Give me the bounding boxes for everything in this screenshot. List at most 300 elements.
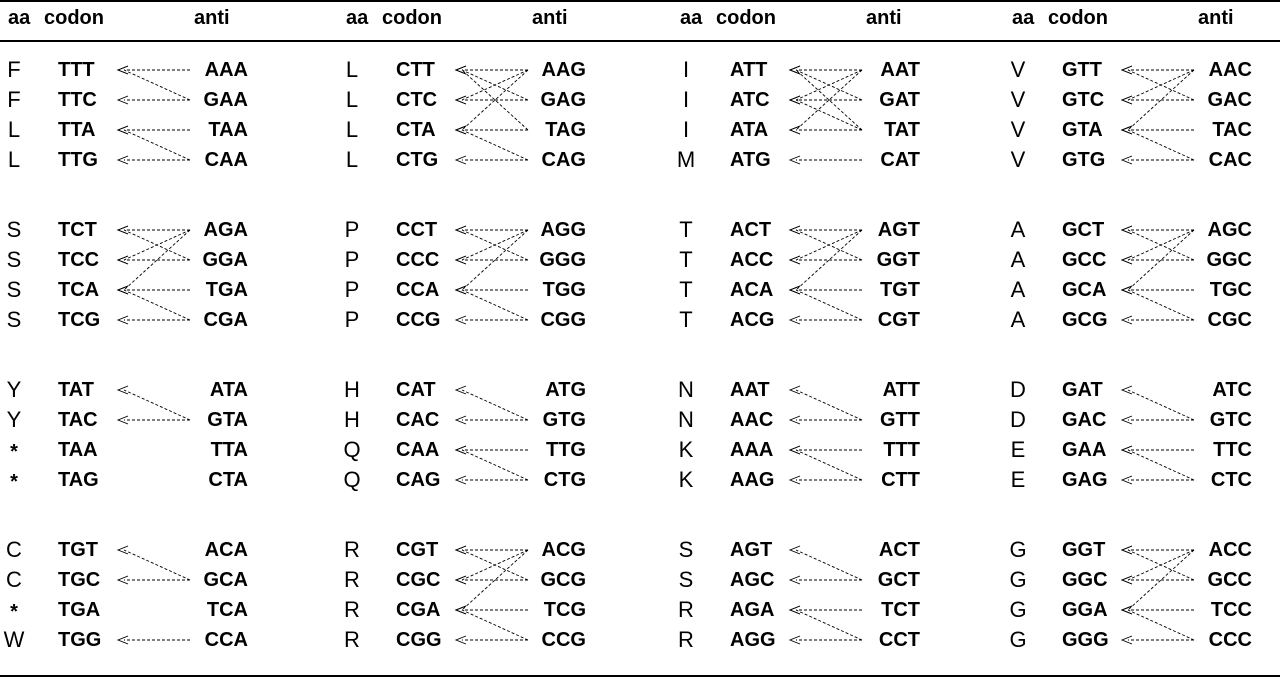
arrowhead xyxy=(790,286,800,294)
amino-acid-label: * xyxy=(10,601,18,623)
arrowhead xyxy=(456,446,466,454)
anticodon-label: GCC xyxy=(1207,569,1252,591)
amino-acid-label: L xyxy=(345,57,359,82)
amino-acid-label: V xyxy=(1010,57,1026,82)
arrowhead xyxy=(1122,476,1132,484)
anticodon-label: CAG xyxy=(541,149,586,171)
amino-acid-label: G xyxy=(1009,597,1027,622)
header-anti: anti xyxy=(532,7,568,29)
anticodon-label: TCT xyxy=(881,599,920,621)
amino-acid-label: I xyxy=(682,57,690,82)
anticodon-label: TGG xyxy=(542,279,586,301)
codon-label: GTT xyxy=(1062,59,1102,81)
amino-acid-label: T xyxy=(679,277,693,302)
amino-acid-label: N xyxy=(678,377,694,402)
anticodon-label: TTA xyxy=(210,439,248,461)
arrowhead xyxy=(118,66,128,74)
arrowhead xyxy=(1122,96,1132,104)
codon-label: ATT xyxy=(730,59,768,81)
arrowhead xyxy=(790,256,800,264)
arrowhead xyxy=(1122,546,1132,554)
arrowhead xyxy=(118,126,128,134)
amino-acid-label: C xyxy=(6,567,22,592)
arrowhead xyxy=(1122,386,1132,394)
amino-acid-label: A xyxy=(1010,277,1026,302)
arrowhead xyxy=(456,126,466,134)
arrowhead xyxy=(118,66,128,74)
arrowhead xyxy=(790,126,800,134)
codon-label: TGT xyxy=(58,539,98,561)
arrowhead xyxy=(118,256,128,264)
codon-label: CGG xyxy=(396,629,442,651)
anticodon-label: AAT xyxy=(880,59,920,81)
amino-acid-label: E xyxy=(1010,437,1026,462)
anticodon-label: ATA xyxy=(209,379,248,401)
arrowhead xyxy=(118,126,128,134)
codon-label: TGC xyxy=(58,569,101,591)
codon-label: GCA xyxy=(1062,279,1107,301)
codon-label: TAT xyxy=(58,379,94,401)
amino-acid-label: S xyxy=(6,307,22,332)
arrowhead xyxy=(790,636,800,644)
header-anti: anti xyxy=(866,7,902,29)
amino-acid-label: L xyxy=(345,147,359,172)
arrowhead xyxy=(118,226,128,234)
arrowhead xyxy=(1122,606,1132,614)
amino-acid-label: Q xyxy=(343,467,361,492)
arrowhead xyxy=(118,256,128,264)
anticodon-label: CTA xyxy=(208,469,248,491)
codon-label: TAA xyxy=(58,439,98,461)
amino-acid-label: S xyxy=(678,567,694,592)
arrowhead xyxy=(456,256,466,264)
codon-label: GGT xyxy=(1062,539,1106,561)
codon-label: CTA xyxy=(396,119,436,141)
arrowhead xyxy=(118,156,128,164)
arrowhead xyxy=(1122,126,1132,134)
amino-acid-label: S xyxy=(6,217,22,242)
codon-label: AAC xyxy=(730,409,774,431)
amino-acid-label: K xyxy=(678,467,694,492)
anticodon-label: AAC xyxy=(1208,59,1252,81)
arrowhead xyxy=(790,96,800,104)
arrowhead xyxy=(456,226,466,234)
anticodon-label: GTG xyxy=(542,409,586,431)
amino-acid-label: G xyxy=(1009,537,1027,562)
arrowhead xyxy=(790,316,800,324)
codon-label: TTA xyxy=(58,119,96,141)
codon-label: AAG xyxy=(730,469,775,491)
arrowhead xyxy=(456,126,466,134)
arrowhead xyxy=(1122,66,1132,74)
amino-acid-label: H xyxy=(344,377,360,402)
arrowhead xyxy=(1122,256,1132,264)
arrowhead xyxy=(1122,576,1132,584)
amino-acid-label: I xyxy=(682,117,690,142)
header-aa: aa xyxy=(1012,7,1035,29)
arrowhead xyxy=(456,126,466,134)
arrowhead xyxy=(790,156,800,164)
anticodon-label: TGC xyxy=(1209,279,1252,301)
arrowhead xyxy=(456,546,466,554)
codon-label: TCA xyxy=(58,279,100,301)
codon-label: GCC xyxy=(1062,249,1107,271)
anticodon-label: ATC xyxy=(1212,379,1252,401)
codon-label: GGG xyxy=(1062,629,1109,651)
anticodon-label: CAA xyxy=(204,149,248,171)
amino-acid-label: M xyxy=(676,147,696,172)
amino-acid-label: S xyxy=(6,277,22,302)
amino-acid-label: L xyxy=(7,117,21,142)
arrowhead xyxy=(456,606,466,614)
arrowhead xyxy=(456,256,466,264)
codon-label: GGA xyxy=(1062,599,1108,621)
codon-label: TAG xyxy=(58,469,99,491)
top-rule xyxy=(0,0,1280,2)
arrowhead xyxy=(118,286,128,294)
anticodon-label: GAC xyxy=(1207,89,1252,111)
arrowhead xyxy=(790,476,800,484)
arrowhead xyxy=(1122,286,1132,294)
anticodon-label: CTT xyxy=(881,469,920,491)
amino-acid-label: L xyxy=(345,87,359,112)
anticodon-label: GAT xyxy=(879,89,920,111)
header-anti: anti xyxy=(1198,7,1234,29)
anticodon-label: CAT xyxy=(880,149,920,171)
arrowhead xyxy=(790,286,800,294)
amino-acid-label: G xyxy=(1009,627,1027,652)
arrowhead xyxy=(790,226,800,234)
arrowhead xyxy=(1122,96,1132,104)
arrowhead xyxy=(456,66,466,74)
anticodon-label: CGG xyxy=(540,309,586,331)
arrowhead xyxy=(456,286,466,294)
header-aa: aa xyxy=(680,7,703,29)
codon-label: TGG xyxy=(58,629,102,651)
arrowhead xyxy=(1122,546,1132,554)
arrowhead xyxy=(456,606,466,614)
anticodon-label: ATT xyxy=(882,379,920,401)
amino-acid-label: Q xyxy=(343,437,361,462)
arrowhead xyxy=(790,446,800,454)
anticodon-label: TAC xyxy=(1212,119,1252,141)
arrowhead xyxy=(790,66,800,74)
arrowhead xyxy=(1122,446,1132,454)
amino-acid-label: R xyxy=(344,537,360,562)
arrowhead xyxy=(790,416,800,424)
anticodon-label: GCT xyxy=(877,569,920,591)
codon-label: GTC xyxy=(1062,89,1105,111)
codon-label: GCT xyxy=(1062,219,1105,241)
anticodon-label: GGT xyxy=(876,249,920,271)
codon-label: GAT xyxy=(1062,379,1103,401)
codon-label: CAA xyxy=(396,439,440,461)
anticodon-label: GGG xyxy=(539,249,586,271)
codon-label: TTG xyxy=(58,149,98,171)
arrowhead xyxy=(456,96,466,104)
arrowhead xyxy=(790,606,800,614)
anticodon-label: CGT xyxy=(877,309,920,331)
amino-acid-label: R xyxy=(678,597,694,622)
arrowhead xyxy=(790,96,800,104)
codon-label: CCG xyxy=(396,309,441,331)
arrowhead xyxy=(456,286,466,294)
amino-acid-label: R xyxy=(344,567,360,592)
anticodon-label: TTG xyxy=(546,439,586,461)
codon-label: AAA xyxy=(730,439,774,461)
arrowhead xyxy=(1122,126,1132,134)
codon-label: GTG xyxy=(1062,149,1106,171)
codon-label: TAC xyxy=(58,409,98,431)
codon-label: AGT xyxy=(730,539,773,561)
codon-label: AGC xyxy=(730,569,775,591)
amino-acid-label: V xyxy=(1010,87,1026,112)
codon-label: TGA xyxy=(58,599,101,621)
codon-label: TTT xyxy=(58,59,95,81)
anticodon-label: ATG xyxy=(545,379,586,401)
anticodon-label: TGA xyxy=(205,279,248,301)
arrowhead xyxy=(118,286,128,294)
anticodon-label: ACT xyxy=(878,539,920,561)
anticodon-label: AGG xyxy=(540,219,586,241)
arrowhead xyxy=(790,96,800,104)
amino-acid-label: R xyxy=(344,627,360,652)
anticodon-label: TCC xyxy=(1210,599,1252,621)
anticodon-label: CGC xyxy=(1207,309,1252,331)
amino-acid-label: A xyxy=(1010,247,1026,272)
arrowhead xyxy=(1122,66,1132,74)
arrowhead xyxy=(118,96,128,104)
codon-label: ACT xyxy=(730,219,772,241)
codon-label: GCG xyxy=(1062,309,1108,331)
arrowhead xyxy=(790,386,800,394)
codon-label: CGT xyxy=(396,539,439,561)
amino-acid-label: T xyxy=(679,247,693,272)
codon-label: CCC xyxy=(396,249,440,271)
amino-acid-label: S xyxy=(678,537,694,562)
arrowhead xyxy=(456,636,466,644)
amino-acid-label: L xyxy=(7,147,21,172)
header-codon: codon xyxy=(1048,7,1108,29)
codon-label: GAA xyxy=(1062,439,1107,461)
arrowhead xyxy=(456,316,466,324)
codon-label: CGA xyxy=(396,599,441,621)
anticodon-label: AAG xyxy=(541,59,586,81)
arrowhead xyxy=(1122,636,1132,644)
codon-label: CCT xyxy=(396,219,438,241)
anticodon-label: GTA xyxy=(207,409,248,431)
amino-acid-label: * xyxy=(10,441,18,463)
arrowhead xyxy=(456,446,466,454)
amino-acid-label: P xyxy=(344,217,360,242)
amino-acid-label: P xyxy=(344,277,360,302)
codon-label: CCA xyxy=(396,279,440,301)
anticodon-label: ACC xyxy=(1208,539,1252,561)
anticodon-label: CGA xyxy=(203,309,248,331)
codon-label: CTT xyxy=(396,59,435,81)
codon-label: ACA xyxy=(730,279,774,301)
arrowhead xyxy=(456,416,466,424)
arrowhead xyxy=(456,386,466,394)
codon-label: CAG xyxy=(396,469,441,491)
header-aa: aa xyxy=(346,7,369,29)
codon-label: TTC xyxy=(58,89,97,111)
anticodon-label: CTG xyxy=(543,469,586,491)
anticodon-label: GGA xyxy=(202,249,248,271)
arrowhead xyxy=(790,66,800,74)
anticodon-label: AGA xyxy=(203,219,248,241)
header-codon: codon xyxy=(382,7,442,29)
anticodon-label: GAA xyxy=(203,89,248,111)
amino-acid-label: P xyxy=(344,247,360,272)
arrowhead xyxy=(790,286,800,294)
anticodon-label: GTC xyxy=(1209,409,1252,431)
codon-label: ACC xyxy=(730,249,774,271)
anticodon-label: GCG xyxy=(540,569,586,591)
anticodon-label: CCC xyxy=(1208,629,1252,651)
amino-acid-label: F xyxy=(7,57,21,82)
codon-label: CTG xyxy=(396,149,439,171)
anticodon-label: TCG xyxy=(543,599,586,621)
amino-acid-label: E xyxy=(1010,467,1026,492)
anticodon-label: TGT xyxy=(880,279,920,301)
anticodon-label: GAG xyxy=(540,89,586,111)
arrowhead xyxy=(118,416,128,424)
arrowhead xyxy=(456,96,466,104)
anticodon-label: TTC xyxy=(1213,439,1252,461)
amino-acid-label: Y xyxy=(6,407,22,432)
amino-acid-label: R xyxy=(344,597,360,622)
arrowhead xyxy=(456,66,466,74)
anticodon-label: ACG xyxy=(541,539,586,561)
amino-acid-label: T xyxy=(679,217,693,242)
anticodon-label: CAC xyxy=(1208,149,1252,171)
header-codon: codon xyxy=(44,7,104,29)
codon-label: CGC xyxy=(396,569,441,591)
anticodon-label: GCA xyxy=(203,569,248,591)
amino-acid-label: G xyxy=(1009,567,1027,592)
codon-label: GGC xyxy=(1062,569,1108,591)
amino-acid-label: D xyxy=(1010,377,1026,402)
arrowhead xyxy=(1122,606,1132,614)
arrowhead xyxy=(1122,226,1132,234)
anticodon-label: AGT xyxy=(877,219,920,241)
codon-label: TCT xyxy=(58,219,97,241)
arrowhead xyxy=(456,66,466,74)
arrowhead xyxy=(118,386,128,394)
arrowhead xyxy=(790,226,800,234)
codon-label: TCG xyxy=(58,309,101,331)
arrowhead xyxy=(118,576,128,584)
arrowhead xyxy=(118,226,128,234)
header-rule xyxy=(0,40,1280,42)
arrowhead xyxy=(118,316,128,324)
arrowhead xyxy=(790,446,800,454)
anticodon-label: TTT xyxy=(883,439,920,461)
arrowhead xyxy=(456,546,466,554)
codon-label: CTC xyxy=(396,89,438,111)
arrowhead xyxy=(456,606,466,614)
amino-acid-label: T xyxy=(679,307,693,332)
amino-acid-label: V xyxy=(1010,117,1026,142)
header-anti: anti xyxy=(194,7,230,29)
codon-label: ATC xyxy=(730,89,770,111)
arrowhead xyxy=(456,476,466,484)
amino-acid-label: C xyxy=(6,537,22,562)
amino-acid-label: K xyxy=(678,437,694,462)
arrowhead xyxy=(790,66,800,74)
amino-acid-label: F xyxy=(7,87,21,112)
codon-label: GAG xyxy=(1062,469,1108,491)
codon-label: GTA xyxy=(1062,119,1103,141)
amino-acid-label: P xyxy=(344,307,360,332)
bottom-rule xyxy=(0,675,1280,677)
codon-label: ATA xyxy=(730,119,769,141)
arrowhead xyxy=(456,226,466,234)
anticodon-label: TCA xyxy=(206,599,248,621)
arrowhead xyxy=(1122,156,1132,164)
amino-acid-label: I xyxy=(682,87,690,112)
anticodon-label: CCA xyxy=(204,629,248,651)
arrowhead xyxy=(790,606,800,614)
header-aa: aa xyxy=(8,7,31,29)
amino-acid-label: * xyxy=(10,471,18,493)
amino-acid-label: A xyxy=(1010,307,1026,332)
arrowhead xyxy=(790,126,800,134)
arrowhead xyxy=(790,576,800,584)
codon-label: AGG xyxy=(730,629,776,651)
arrowhead xyxy=(1122,286,1132,294)
anticodon-label: CCT xyxy=(878,629,920,651)
anticodon-label: TAA xyxy=(208,119,248,141)
arrowhead xyxy=(456,576,466,584)
anticodon-label: AGC xyxy=(1207,219,1252,241)
amino-acid-label: A xyxy=(1010,217,1026,242)
arrowhead xyxy=(118,286,128,294)
codon-label: ACG xyxy=(730,309,775,331)
anticodon-label: AAA xyxy=(204,59,248,81)
arrowhead xyxy=(1122,286,1132,294)
amino-acid-label: W xyxy=(3,627,25,652)
codon-label: ATG xyxy=(730,149,771,171)
amino-acid-label: L xyxy=(345,117,359,142)
arrowhead xyxy=(456,286,466,294)
codon-label: TCC xyxy=(58,249,100,271)
codon-label: CAT xyxy=(396,379,436,401)
amino-acid-label: H xyxy=(344,407,360,432)
arrowhead xyxy=(790,256,800,264)
arrowhead xyxy=(790,546,800,554)
anticodon-label: ACA xyxy=(204,539,248,561)
amino-acid-label: R xyxy=(678,627,694,652)
arrowhead xyxy=(1122,126,1132,134)
anticodon-label: GTT xyxy=(880,409,920,431)
header-codon: codon xyxy=(716,7,776,29)
arrowhead xyxy=(1122,316,1132,324)
arrowhead xyxy=(118,546,128,554)
amino-acid-label: S xyxy=(6,247,22,272)
arrowhead xyxy=(456,576,466,584)
arrowhead xyxy=(1122,416,1132,424)
codon-label: AGA xyxy=(730,599,775,621)
amino-acid-label: Y xyxy=(6,377,22,402)
anticodon-label: TAT xyxy=(884,119,920,141)
anticodon-label: TAG xyxy=(545,119,586,141)
amino-acid-label: V xyxy=(1010,147,1026,172)
arrowhead xyxy=(1122,256,1132,264)
anticodon-label: GGC xyxy=(1206,249,1252,271)
arrowhead xyxy=(118,636,128,644)
